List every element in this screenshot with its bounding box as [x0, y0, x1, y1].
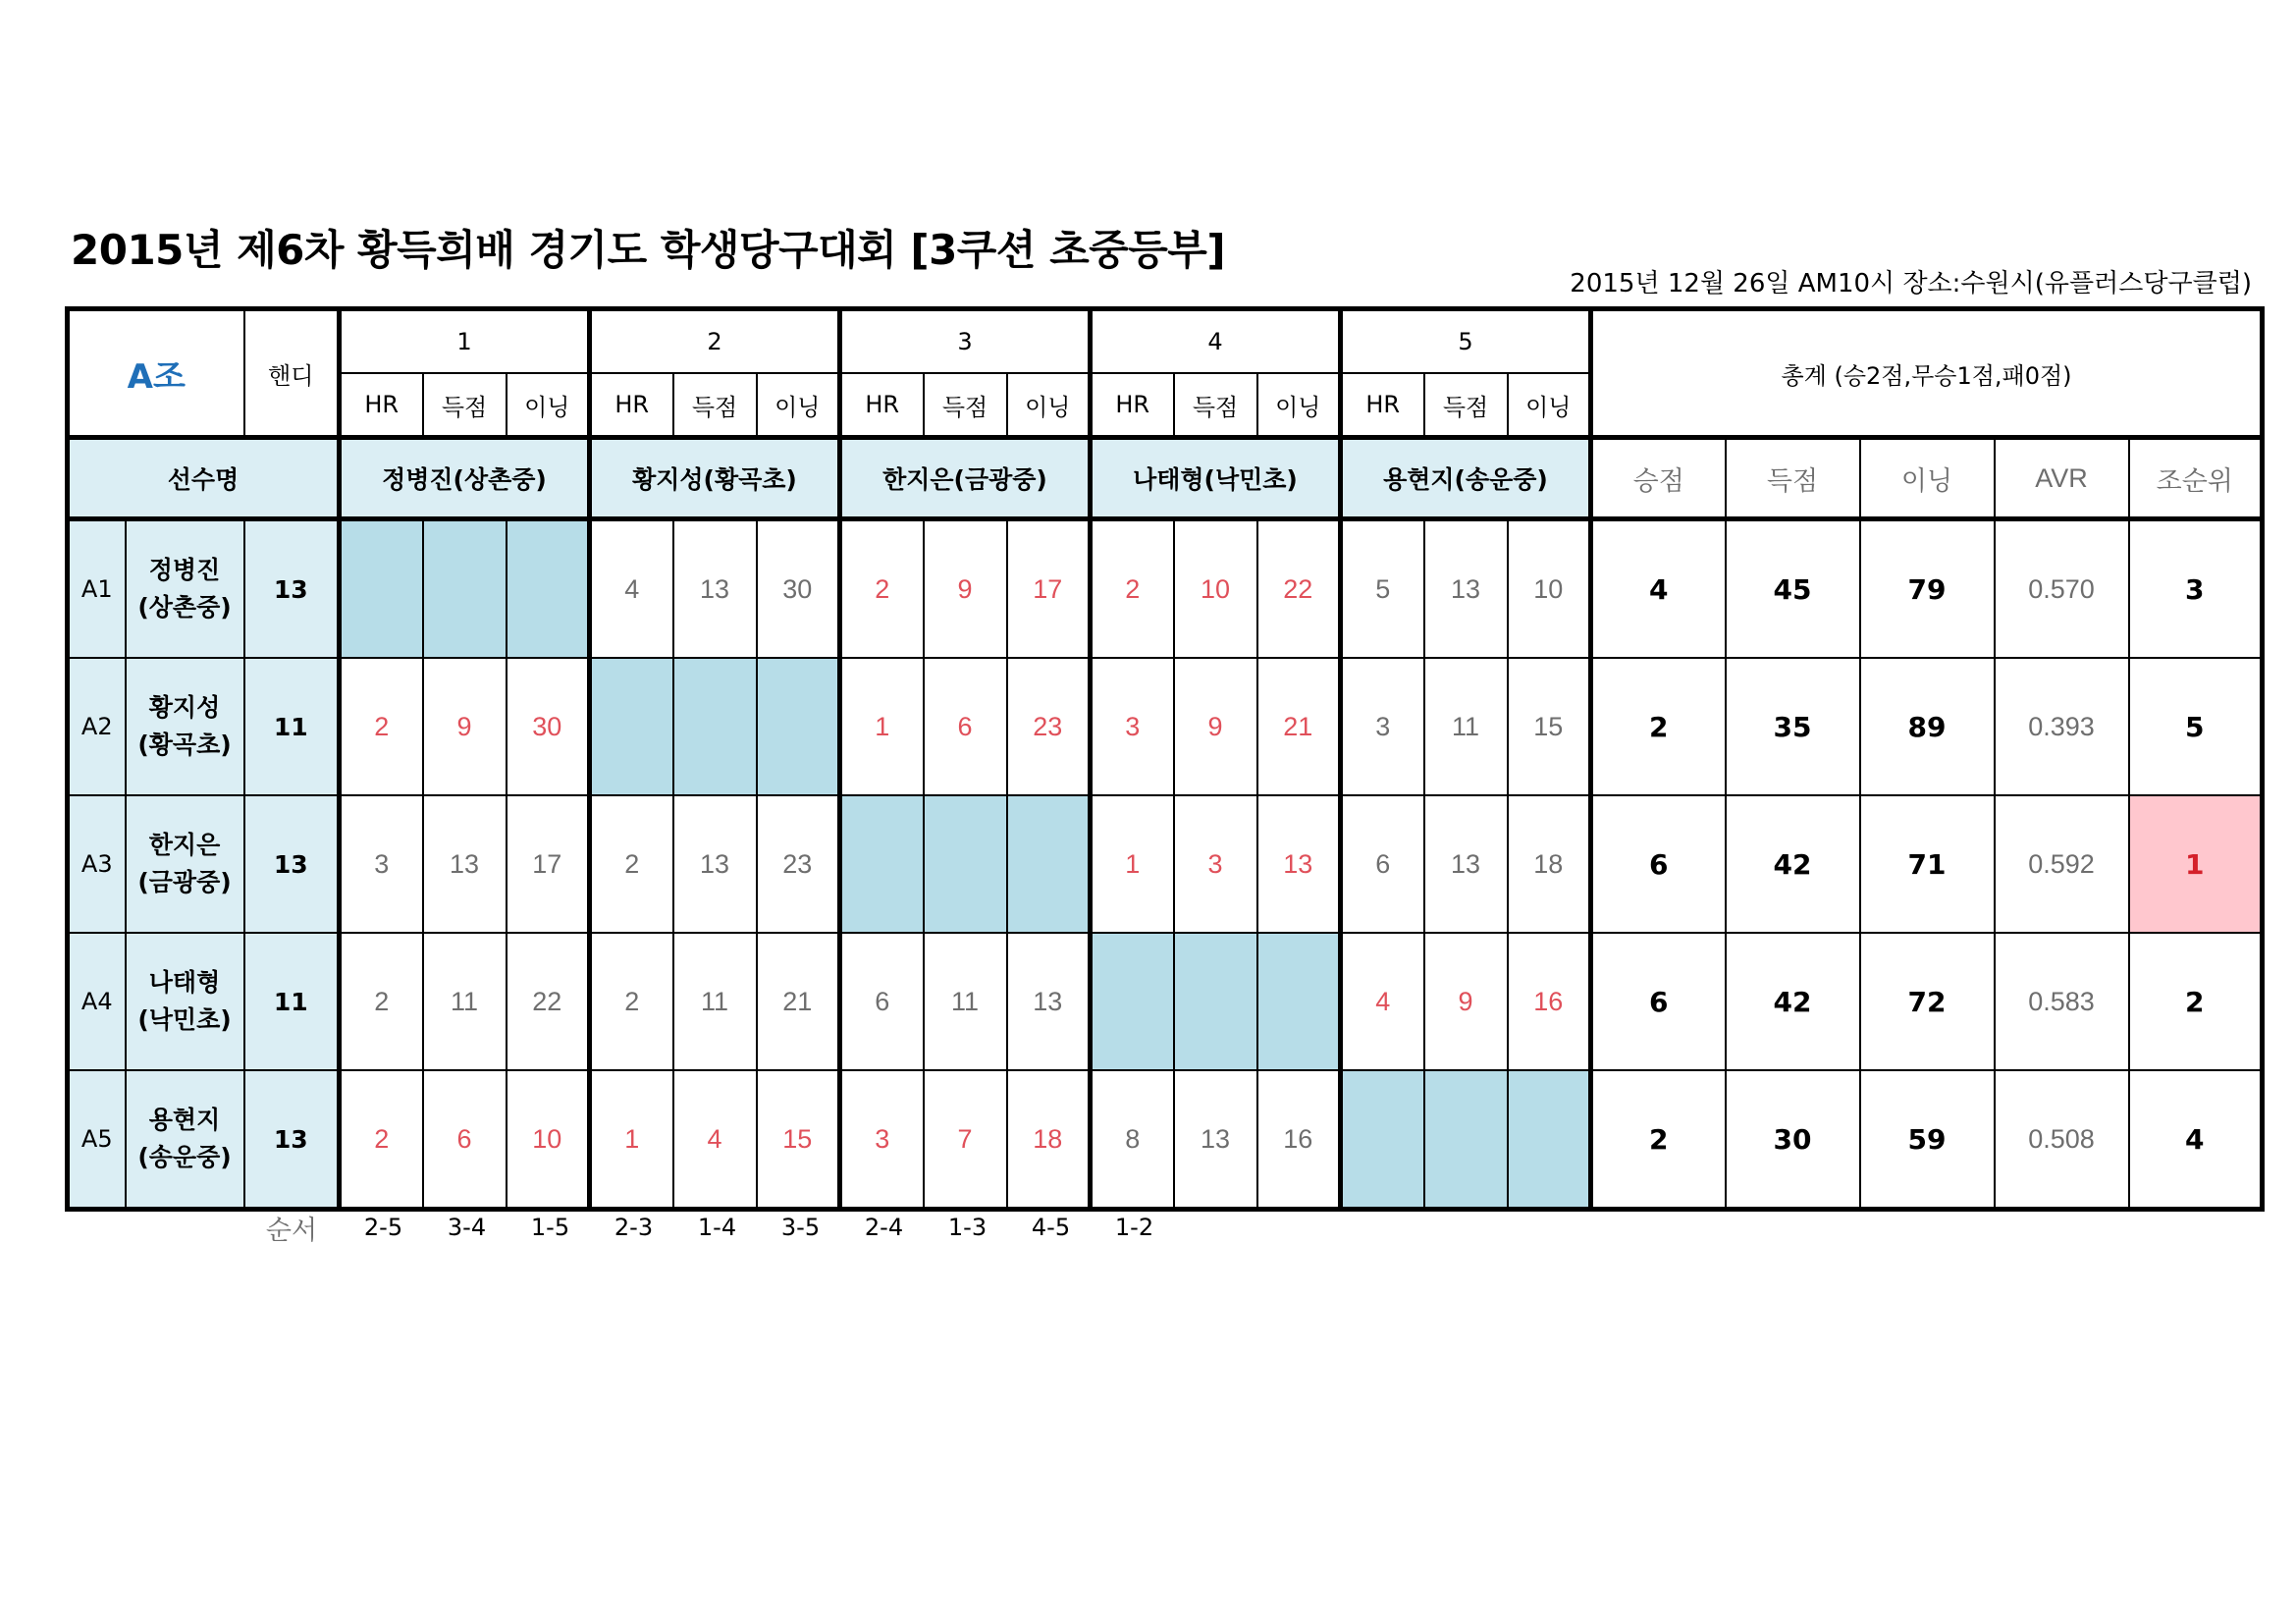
total-cell: 35: [1726, 658, 1860, 795]
total-cell: 89: [1860, 658, 1995, 795]
match-result-cell: 6: [924, 658, 1007, 795]
match-result-cell: 2: [340, 658, 423, 795]
match-result-cell: 13: [1257, 795, 1341, 933]
match-result-cell: 1: [590, 1070, 673, 1210]
player-name-text: 용현지: [148, 1106, 221, 1134]
sub-header: HR: [1341, 373, 1424, 438]
match-result-cell: 17: [1007, 519, 1091, 659]
match-result-cell: 2: [340, 933, 423, 1070]
match-result-cell: 3: [340, 795, 423, 933]
event-info: 2015년 12월 26일 AM10시 장소:수원시(유플러스당구클럽): [1570, 269, 2252, 298]
total-column-header: AVR: [1995, 438, 2129, 519]
order-item: 4-5: [1031, 1214, 1071, 1241]
total-cell: 2: [1591, 658, 1726, 795]
player-handicap: 11: [244, 658, 340, 795]
order-item: 3-5: [780, 1214, 821, 1241]
match-result-cell: 21: [1257, 658, 1341, 795]
self-match-cell: [1341, 1070, 1424, 1210]
order-label: 순서: [265, 1215, 318, 1245]
sub-header: HR: [590, 373, 673, 438]
total-cell: 6: [1591, 933, 1726, 1070]
match-result-cell: 23: [1007, 658, 1091, 795]
self-match-cell: [1424, 1070, 1508, 1210]
rank-cell: 5: [2129, 658, 2263, 795]
player-name: [126, 795, 244, 933]
self-match-cell: [507, 519, 590, 659]
rank-cell: 3: [2129, 519, 2263, 659]
match-result-cell: 22: [1257, 519, 1341, 659]
table-row: [68, 795, 2263, 933]
total-cell: 0.592: [1995, 795, 2129, 933]
table-row: [68, 519, 2263, 659]
self-match-cell: [423, 519, 507, 659]
total-cell: 71: [1860, 795, 1995, 933]
match-result-cell: 3: [1341, 658, 1424, 795]
match-result-cell: 10: [1508, 519, 1591, 659]
match-result-cell: 13: [673, 795, 757, 933]
sub-header: 득점: [924, 373, 1007, 438]
self-match-cell: [673, 658, 757, 795]
total-cell: 79: [1860, 519, 1995, 659]
order-item: 3-4: [447, 1214, 487, 1241]
player-school-text: (상촌중): [137, 593, 232, 622]
rank-cell: 2: [2129, 933, 2263, 1070]
total-cell: 59: [1860, 1070, 1995, 1210]
player-name-text: 황지성: [148, 693, 221, 722]
total-cell: 2: [1591, 1070, 1726, 1210]
player-id: A2: [68, 658, 126, 795]
table-row: [68, 1070, 2263, 1210]
total-column-header: 조순위: [2129, 438, 2263, 519]
order-item: 2-5: [363, 1214, 403, 1241]
match-result-cell: 9: [1424, 933, 1508, 1070]
sub-header: 이닝: [1508, 373, 1591, 438]
match-result-cell: 1: [1091, 795, 1174, 933]
total-cell: 30: [1726, 1070, 1860, 1210]
match-result-cell: 18: [1508, 795, 1591, 933]
total-cell: 4: [1591, 519, 1726, 659]
match-result-cell: 11: [673, 933, 757, 1070]
self-match-cell: [1007, 795, 1091, 933]
match-result-cell: 22: [507, 933, 590, 1070]
match-result-cell: 6: [840, 933, 924, 1070]
match-result-cell: 13: [423, 795, 507, 933]
sub-header: HR: [340, 373, 423, 438]
order-spacer: [65, 1208, 241, 1247]
total-cell: 45: [1726, 519, 1860, 659]
self-match-cell: [1257, 933, 1341, 1070]
match-result-cell: 13: [1424, 795, 1508, 933]
self-match-cell: [590, 658, 673, 795]
opponent-header: 나태형(낙민초): [1091, 438, 1341, 519]
match-result-cell: 15: [757, 1070, 840, 1210]
sub-header: 이닝: [1007, 373, 1091, 438]
player-name: [126, 658, 244, 795]
match-result-cell: 23: [757, 795, 840, 933]
opponent-header: 정병진(상촌중): [340, 438, 590, 519]
player-id: A1: [68, 519, 126, 659]
self-match-cell: [1091, 933, 1174, 1070]
match-result-cell: 6: [423, 1070, 507, 1210]
match-result-cell: 2: [840, 519, 924, 659]
match-result-cell: 1: [840, 658, 924, 795]
group-label: A조: [68, 309, 244, 438]
match-result-cell: 4: [590, 519, 673, 659]
match-result-cell: 5: [1341, 519, 1424, 659]
sub-header: 이닝: [757, 373, 840, 438]
total-cell: 6: [1591, 795, 1726, 933]
player-school-text: (송운중): [137, 1143, 232, 1171]
match-number-header: 2: [590, 309, 840, 374]
league-table: [65, 306, 2265, 1212]
total-cell: 0.583: [1995, 933, 2129, 1070]
match-result-cell: 11: [423, 933, 507, 1070]
totals-header: 총계 (승2점,무승1점,패0점): [1591, 309, 2263, 438]
order-item: 2-4: [864, 1214, 904, 1241]
match-result-cell: 16: [1257, 1070, 1341, 1210]
match-result-cell: 2: [340, 1070, 423, 1210]
match-result-cell: 17: [507, 795, 590, 933]
player-name: [126, 1070, 244, 1210]
player-name-text: 정병진: [148, 556, 221, 584]
sub-header: 득점: [1174, 373, 1257, 438]
match-number-header: 3: [840, 309, 1091, 374]
sub-header: 득점: [423, 373, 507, 438]
match-result-cell: 10: [1174, 519, 1257, 659]
match-result-cell: 30: [757, 519, 840, 659]
player-name: [126, 933, 244, 1070]
match-result-cell: 11: [1424, 658, 1508, 795]
total-cell: 42: [1726, 933, 1860, 1070]
player-handicap: 13: [244, 1070, 340, 1210]
sub-header: 득점: [1424, 373, 1508, 438]
order-item: 1-5: [530, 1214, 570, 1241]
player-id: A3: [68, 795, 126, 933]
player-school-text: (황곡초): [137, 731, 232, 759]
total-cell: 42: [1726, 795, 1860, 933]
match-result-cell: 11: [924, 933, 1007, 1070]
player-handicap: 11: [244, 933, 340, 1070]
player-id: A4: [68, 933, 126, 1070]
total-cell: 0.393: [1995, 658, 2129, 795]
match-result-cell: 15: [1508, 658, 1591, 795]
match-result-cell: 3: [840, 1070, 924, 1210]
match-result-cell: 2: [1091, 519, 1174, 659]
sub-header: 득점: [673, 373, 757, 438]
match-result-cell: 3: [1091, 658, 1174, 795]
self-match-cell: [757, 658, 840, 795]
self-match-cell: [1508, 1070, 1591, 1210]
match-result-cell: 18: [1007, 1070, 1091, 1210]
match-result-cell: 21: [757, 933, 840, 1070]
match-result-cell: 10: [507, 1070, 590, 1210]
match-result-cell: 4: [1341, 933, 1424, 1070]
match-result-cell: 30: [507, 658, 590, 795]
self-match-cell: [840, 795, 924, 933]
match-result-cell: 13: [1424, 519, 1508, 659]
total-cell: 72: [1860, 933, 1995, 1070]
handicap-header: 핸디: [244, 309, 340, 438]
table-row: [68, 658, 2263, 795]
table-row: [68, 933, 2263, 1070]
match-result-cell: 3: [1174, 795, 1257, 933]
total-cell: 0.570: [1995, 519, 2129, 659]
self-match-cell: [340, 519, 423, 659]
player-name-text: 나태형: [148, 968, 221, 997]
player-school-text: (낙민초): [137, 1005, 232, 1034]
player-handicap: 13: [244, 519, 340, 659]
match-result-cell: 7: [924, 1070, 1007, 1210]
self-match-cell: [924, 795, 1007, 933]
player-header: 선수명: [68, 438, 340, 519]
player-name-text: 한지은: [148, 831, 221, 859]
match-result-cell: 4: [673, 1070, 757, 1210]
order-item: 2-3: [614, 1214, 654, 1241]
order-item: 1-3: [947, 1214, 988, 1241]
match-order: [65, 1208, 1176, 1247]
page-title: 2015년 제6차 황득희배 경기도 학생당구대회 [3쿠션 초중등부]: [71, 226, 1226, 274]
order-item: 1-2: [1114, 1214, 1154, 1241]
sub-header: HR: [1091, 373, 1174, 438]
match-number-header: 1: [340, 309, 590, 374]
opponent-header: 황지성(황곡초): [590, 438, 840, 519]
rank-cell: 4: [2129, 1070, 2263, 1210]
order-item: 1-4: [697, 1214, 737, 1241]
sub-header: HR: [840, 373, 924, 438]
match-result-cell: 8: [1091, 1070, 1174, 1210]
match-result-cell: 13: [1174, 1070, 1257, 1210]
player-school-text: (금광중): [137, 868, 232, 896]
match-result-cell: 9: [423, 658, 507, 795]
opponent-header: 용현지(송운중): [1341, 438, 1591, 519]
total-column-header: 이닝: [1860, 438, 1995, 519]
player-name: [126, 519, 244, 659]
player-id: A5: [68, 1070, 126, 1210]
match-number-header: 4: [1091, 309, 1341, 374]
match-result-cell: 13: [1007, 933, 1091, 1070]
match-result-cell: 13: [673, 519, 757, 659]
match-result-cell: 9: [1174, 658, 1257, 795]
match-number-header: 5: [1341, 309, 1591, 374]
match-result-cell: 2: [590, 933, 673, 1070]
match-result-cell: 2: [590, 795, 673, 933]
opponent-header: 한지은(금광중): [840, 438, 1091, 519]
self-match-cell: [1174, 933, 1257, 1070]
sub-header: 이닝: [507, 373, 590, 438]
match-result-cell: 16: [1508, 933, 1591, 1070]
rank-cell: 1: [2129, 795, 2263, 933]
match-result-cell: 9: [924, 519, 1007, 659]
total-cell: 0.508: [1995, 1070, 2129, 1210]
match-result-cell: 6: [1341, 795, 1424, 933]
total-column-header: 승점: [1591, 438, 1726, 519]
sub-header: 이닝: [1257, 373, 1341, 438]
total-column-header: 득점: [1726, 438, 1860, 519]
player-handicap: 13: [244, 795, 340, 933]
